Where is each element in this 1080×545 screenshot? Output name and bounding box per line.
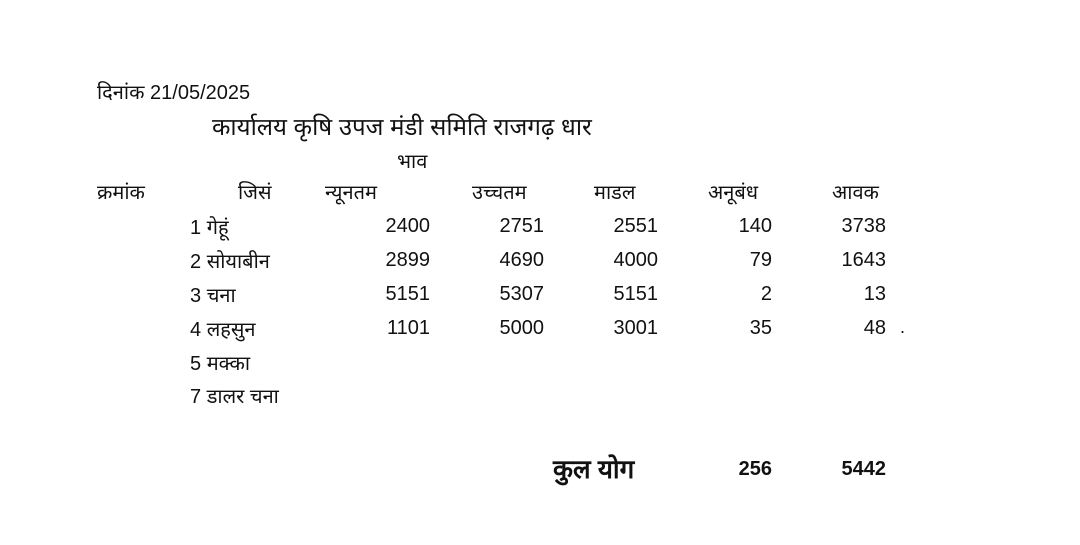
row-name: डालर चना	[206, 386, 279, 408]
row-max: 2751	[499, 215, 544, 237]
row-model: 3001	[613, 317, 658, 339]
total-arrival: 5442	[841, 458, 886, 480]
row-arrival: 48	[863, 317, 886, 339]
stray-mark: .	[900, 317, 906, 337]
table-row-commodity	[190, 281, 236, 308]
row-serial: 4	[190, 319, 202, 341]
header-model: माडल	[594, 182, 636, 204]
row-serial: 2	[190, 251, 202, 273]
header-min: न्यूनतम	[325, 182, 377, 204]
row-name: चना	[206, 285, 236, 307]
row-arrival: 3738	[841, 215, 886, 237]
row-model: 5151	[613, 283, 658, 305]
section-label: भाव	[397, 151, 428, 173]
table-row-commodity	[190, 382, 279, 409]
table-row-commodity	[190, 315, 256, 342]
row-name: सोयाबीन	[206, 251, 270, 273]
row-serial: 5	[190, 353, 202, 375]
row-serial: 3	[190, 285, 202, 307]
row-model: 4000	[613, 249, 658, 271]
table-row-commodity	[190, 349, 250, 376]
row-min: 1101	[386, 317, 430, 339]
row-arrival: 13	[863, 283, 886, 305]
row-max: 5307	[499, 283, 544, 305]
header-arrival: आवक	[832, 182, 879, 204]
header-serial: क्रमांक	[97, 182, 145, 204]
row-contract: 79	[749, 249, 772, 271]
table-row-commodity	[190, 247, 270, 274]
row-contract: 35	[749, 317, 772, 339]
row-name: लहसुन	[206, 319, 256, 341]
row-min: 2899	[385, 249, 430, 271]
header-commodity: जिसं	[238, 182, 272, 204]
header-max: उच्चतम	[472, 182, 527, 204]
row-max: 5000	[499, 317, 544, 339]
row-name: मक्का	[206, 353, 251, 375]
row-contract: 140	[738, 215, 772, 237]
total-contract: 256	[738, 458, 772, 480]
date-value: 21/05/2025	[150, 82, 251, 104]
row-name: गेहूं	[206, 217, 229, 239]
office-title: कार्यालय कृषि उपज मंडी समिति राजगढ़ धार	[212, 114, 592, 141]
row-model: 2551	[613, 215, 658, 237]
header-contract: अनूबंध	[708, 182, 759, 204]
row-arrival: 1643	[841, 249, 886, 271]
row-max: 4690	[499, 249, 544, 271]
row-contract: 2	[760, 283, 772, 305]
date-line	[97, 78, 250, 105]
row-serial: 1	[190, 217, 202, 239]
row-min: 5151	[385, 283, 430, 305]
row-min: 2400	[385, 215, 430, 237]
row-serial: 7	[190, 386, 202, 408]
total-label: कुल योग	[553, 454, 635, 484]
date-label: दिनांक	[97, 82, 145, 104]
table-row-commodity	[190, 213, 229, 240]
